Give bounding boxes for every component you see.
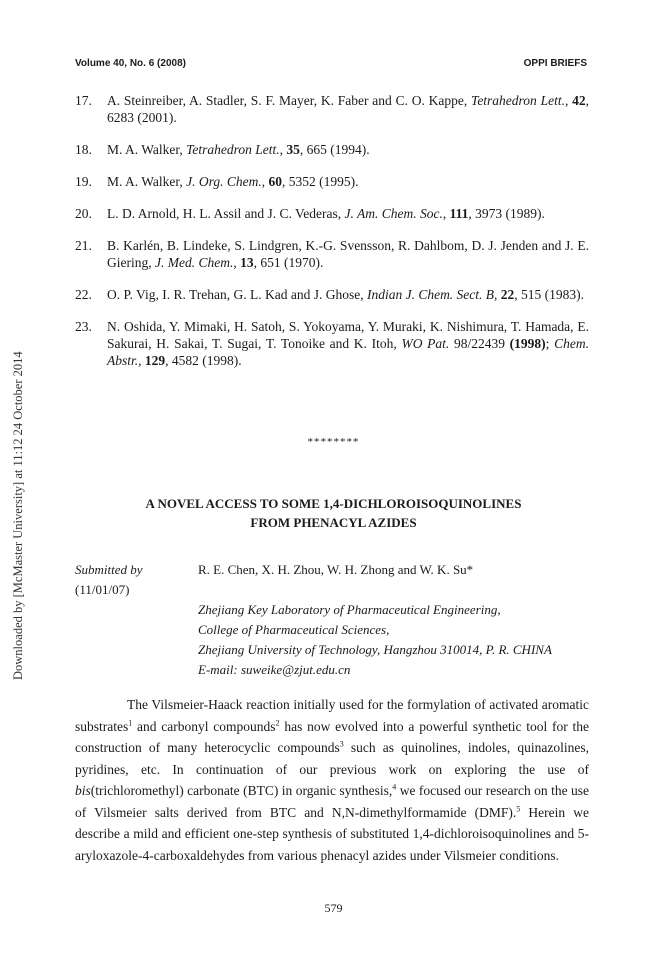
reference-item [75,92,589,126]
text-run: L. D. Arnold, H. L. Assil and J. C. Vederas, [107,206,345,221]
text-run: Tetrahedron Lett. [186,142,280,157]
text-run: A. Steinreiber, A. Stadler, S. F. Mayer, K. Faber and C. O. Kappe, [107,93,472,108]
text-run: M. A. Walker, [107,174,187,189]
text-run: WO Pat. [401,336,450,351]
text-run: ; [545,336,555,351]
text-run: , 5352 (1995). [282,174,359,189]
reference-number: 21. [75,238,92,253]
citation-superscript: 5 [516,804,521,813]
journal-volume-header: Volume 40, No. 6 (2008) [75,58,186,69]
submitted-by-label: Submitted by [75,562,143,577]
affiliation-line: Zhejiang University of Technology, Hangzhou 310014, P. R. CHINA [198,642,552,657]
author-list: R. E. Chen, X. H. Zhou, W. H. Zhong and W. K. Su* [198,562,474,577]
text-run: , 4582 (1998). [165,353,242,368]
reference-item [75,237,589,271]
affiliation-line: College of Pharmaceutical Sciences, [198,622,390,637]
text-run: J. Med. Chem. [155,255,234,270]
affiliation-line: Zhejiang Key Laboratory of Pharmaceutical Engineering, [198,602,501,617]
text-run: 35 [286,142,300,157]
page-number: 579 [324,901,343,915]
article-title-line-1: A NOVEL ACCESS TO SOME 1,4-DICHLOROISOQUINOLINES [145,496,522,511]
citation-superscript: 4 [392,782,397,792]
text-run: bis [75,783,91,798]
text-run: , [442,206,450,221]
section-separator: ******** [307,436,360,448]
article-title [0,494,667,532]
text-run: such as quinolines, indoles, quinazolines, pyridines, etc. In continuation of our previous work on exploring the use of [75,740,590,777]
reference-item [75,141,589,158]
text-run: (trichloromethyl) carbonate (BTC) in organic synthesis, [90,783,393,798]
reference-number: 22. [75,287,92,302]
text-run: B. Karlén, B. Lindeke, S. Lindgren, K.-G. Svensson, R. Dahlbom, D. J. Jenden and J. E. Giering, [107,238,589,270]
affiliation-block [198,600,552,680]
text-run: 98/22439 [449,336,510,351]
text-run: J. Am. Chem. Soc. [344,206,443,221]
citation-superscript: 2 [275,718,280,727]
text-run: , 651 (1970). [253,255,324,270]
text-run: Tetrahedron Lett. [471,93,565,108]
text-run: The Vilsmeier-Haack reaction initially used for the formylation of activated aromatic substrates [75,697,589,734]
text-run: (1998) [509,336,546,351]
reference-number: 18. [75,142,92,157]
text-run: 129 [144,353,166,368]
text-run: , [494,287,501,302]
reference-item [75,286,589,303]
text-run: and carbonyl compounds [132,718,276,734]
reference-number: 23. [75,319,92,334]
section-header: OPPI BRIEFS [523,58,587,69]
reference-item [75,205,589,222]
text-run: , 6283 (2001). [107,93,590,125]
text-run: J. Org. Chem. [186,174,262,189]
text-run: 60 [268,174,282,189]
contact-email: E-mail: suweike@zjut.edu.cn [198,662,351,677]
text-run: , [564,93,573,108]
text-run: , 665 (1994). [299,142,370,157]
reference-item [75,173,589,190]
text-run: , 515 (1983). [514,287,585,302]
text-run: N. Oshida, Y. Mimaki, H. Satoh, S. Yokoyama, Y. Muraki, K. Nishimura, T. Hamada, E. Sakurai, H. Sakai, T. Sugai, T. Tonoike and K. Itoh, [107,319,589,351]
text-run: we focused our research on the use of Vilsmeier salts derived from BTC and N,N-dimethylformamide (DMF). [75,783,589,820]
text-run: 22 [500,287,515,302]
text-run: O. P. Vig, I. R. Trehan, G. L. Kad and J. Ghose, [107,287,367,302]
text-run: 111 [449,206,469,221]
text-run: Indian J. Chem. Sect. B [366,287,495,302]
reference-number: 17. [75,93,92,108]
text-run: , [279,142,287,157]
citation-superscript: 1 [128,718,133,727]
download-watermark: Downloaded by [McMaster University] at 11:12 24 October 2014 [11,351,25,680]
text-run: 13 [240,255,254,270]
text-run: 42 [572,93,586,108]
text-run: has now evolved into a powerful synthetic tool for the construction of many heterocyclic compounds [75,718,590,755]
text-run: Chem. Abstr. [107,336,589,368]
reference-list [75,92,589,384]
reference-number: 20. [75,206,92,221]
text-run: , [233,255,241,270]
reference-number: 19. [75,174,92,189]
text-run: , [261,174,269,189]
intro-paragraph [75,694,589,866]
reference-item [75,318,589,369]
citation-superscript: 3 [339,739,344,749]
text-run: Herein we describe a mild and efficient one-step synthesis of substituted 1,4-dichloroisoquinolines and 5-aryloxazole-4-carboxaldehydes from various phenacyl azides under Vilsmeier conditions. [75,804,589,863]
text-run: , 3973 (1989). [468,206,545,221]
submission-date: (11/01/07) [75,582,130,597]
text-run: M. A. Walker, [107,142,187,157]
text-run: , [138,353,145,368]
article-title-line-2: FROM PHENACYL AZIDES [250,515,417,530]
